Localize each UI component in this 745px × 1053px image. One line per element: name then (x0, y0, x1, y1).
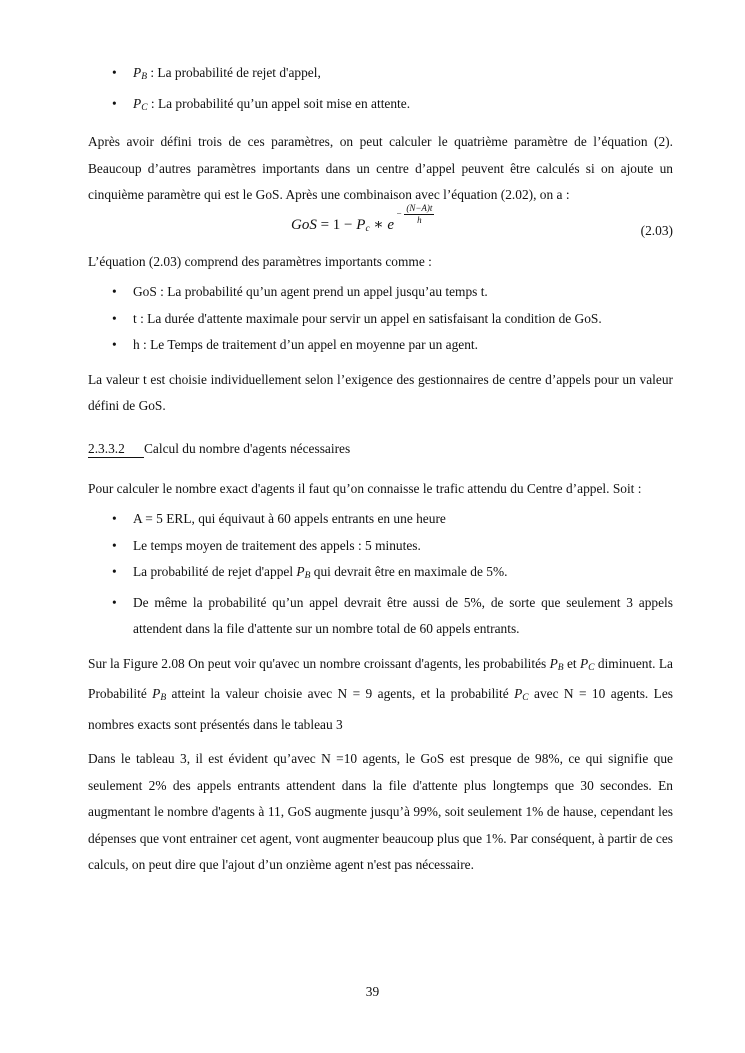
eq-lhs: GoS (291, 216, 317, 233)
text-run: atteint la valeur choisie avec N = 9 agents, et la probabilité (166, 686, 515, 701)
eq-p-sub: c (365, 223, 370, 234)
section-title: Calcul du nombre d'agents nécessaires (144, 440, 351, 456)
text-run: et (563, 655, 580, 671)
list-item (88, 506, 673, 533)
list-item (88, 590, 673, 643)
equation-block (88, 202, 673, 247)
equation (291, 202, 434, 238)
document-page (88, 60, 673, 879)
list-item (88, 306, 673, 333)
math-var: P (549, 655, 558, 671)
text-run: diminuent. La Probabilité (88, 655, 673, 701)
bullet-dot: • (112, 594, 117, 610)
list-item (88, 533, 673, 560)
paragraph (88, 651, 673, 739)
list-item (88, 91, 673, 122)
list-item-text: Le temps moyen de traitement des appels : 5 minutes. (133, 537, 421, 553)
math-sub: C (141, 102, 148, 113)
list-item-text: : La probabilité qu’un appel soit mise en attente. (147, 95, 411, 111)
paragraph: Après avoir défini trois de ces paramètres, on peut calculer le quatrième paramètre de l’équation (2). Beaucoup d’autres paramètres importants dans un centre d’appel peuvent être calculés si on ajoute un cinquième paramètre qui est le GoS. Après une combinaison avec l’équation (2.02), on a : (88, 134, 673, 202)
eq-op: ∗ e (369, 216, 395, 233)
list-item-text: qui devrait être en maximale de 5%. (310, 564, 508, 579)
list-item-text: h : Le Temps de traitement d’un appel en moyenne par un agent. (133, 337, 478, 352)
equation-number: (2.03) (640, 222, 673, 238)
list-item-text: La probabilité de rejet d'appel (133, 564, 297, 579)
list-item-text: t : La durée d'attente maximale pour servir un appel en satisfaisant la condition de GoS. (133, 310, 602, 326)
math-sub: C (522, 693, 529, 703)
bullet-list-probabilities (88, 60, 673, 121)
text-run: Sur la Figure 2.08 On peut voir qu'avec un nombre croissant d'agents, les probabilités (88, 655, 550, 671)
list-item (88, 559, 673, 590)
section-heading (88, 436, 673, 462)
math-sub: B (557, 662, 564, 673)
math-var: P (152, 686, 161, 701)
bullet-dot: • (112, 284, 117, 299)
eq-exp-den: h (417, 214, 422, 225)
math-sub: B (160, 693, 167, 703)
bullet-dot: • (112, 564, 117, 579)
bullet-dot: • (112, 511, 117, 526)
eq-exponent (396, 203, 434, 226)
math-sub: B (304, 571, 311, 581)
page-number: 39 (365, 984, 380, 999)
list-item (88, 279, 673, 306)
text-run: avec N = 10 agents. Les nombres exacts sont présentés dans le tableau 3 (88, 686, 673, 732)
bullet-dot: • (112, 337, 117, 352)
list-item-text: A = 5 ERL, qui équivaut à 60 appels entrants en une heure (133, 511, 446, 526)
bullet-list-parameters (88, 279, 673, 359)
math-var: P (514, 686, 523, 701)
section-number: 2.3.3.2 (88, 441, 144, 458)
bullet-dot: • (112, 95, 117, 111)
paragraph: L’équation (2.03) comprend des paramètres importants comme : (88, 253, 432, 269)
eq-equals: = 1 − (316, 216, 357, 233)
math-var: P (133, 65, 142, 80)
math-sub: B (141, 72, 147, 82)
bullet-list-assumptions (88, 506, 673, 643)
bullet-dot: • (112, 310, 117, 326)
list-item (88, 332, 673, 359)
eq-fraction (404, 203, 434, 226)
eq-p: P (356, 216, 366, 233)
math-var: P (579, 655, 589, 671)
math-sub: C (588, 662, 595, 673)
bullet-dot: • (112, 537, 117, 553)
list-item-text: GoS : La probabilité qu’un agent prend un appel jusqu’au temps t. (133, 284, 488, 299)
math-var: P (296, 564, 305, 579)
math-var: P (133, 95, 142, 111)
bullet-dot: • (112, 65, 117, 80)
list-item-text: De même la probabilité qu’un appel devrait être aussi de 5%, de sorte que seulement 3 appels attendent dans la file d'attente sur un nombre total de 60 appels entrants. (133, 594, 673, 636)
paragraph: La valeur t est choisie individuellement selon l’exigence des gestionnaires de centre d’appels pour un valeur défini de GoS. (88, 371, 673, 413)
eq-exp-minus: − (396, 208, 403, 219)
eq-exp-num: (N−A)t (406, 202, 433, 213)
list-item-text: : La probabilité de rejet d'appel, (147, 65, 321, 80)
paragraph: Pour calculer le nombre exact d'agents il faut qu’on connaisse le trafic attendu du Centre d’appel. Soit : (88, 480, 642, 496)
paragraph: Dans le tableau 3, il est évident qu’avec N =10 agents, le GoS est presque de 98%, ce qui signifie que seulement 2% des appels entrants attendent dans la file d'attente plus longtemps que 30 secondes. En augmentant le nombre d'agents à 11, GoS augmente jusqu’à 99%, soit seulement 1% de hause, cependant les dépenses que vont entrainer cet agent, vont augmenter beaucoup plus que 1%. Par conséquent, à partir de ces calculs, on peut dire que l'ajout d’un onzième agent n'est pas nécessaire. (88, 751, 673, 872)
list-item (88, 60, 673, 91)
